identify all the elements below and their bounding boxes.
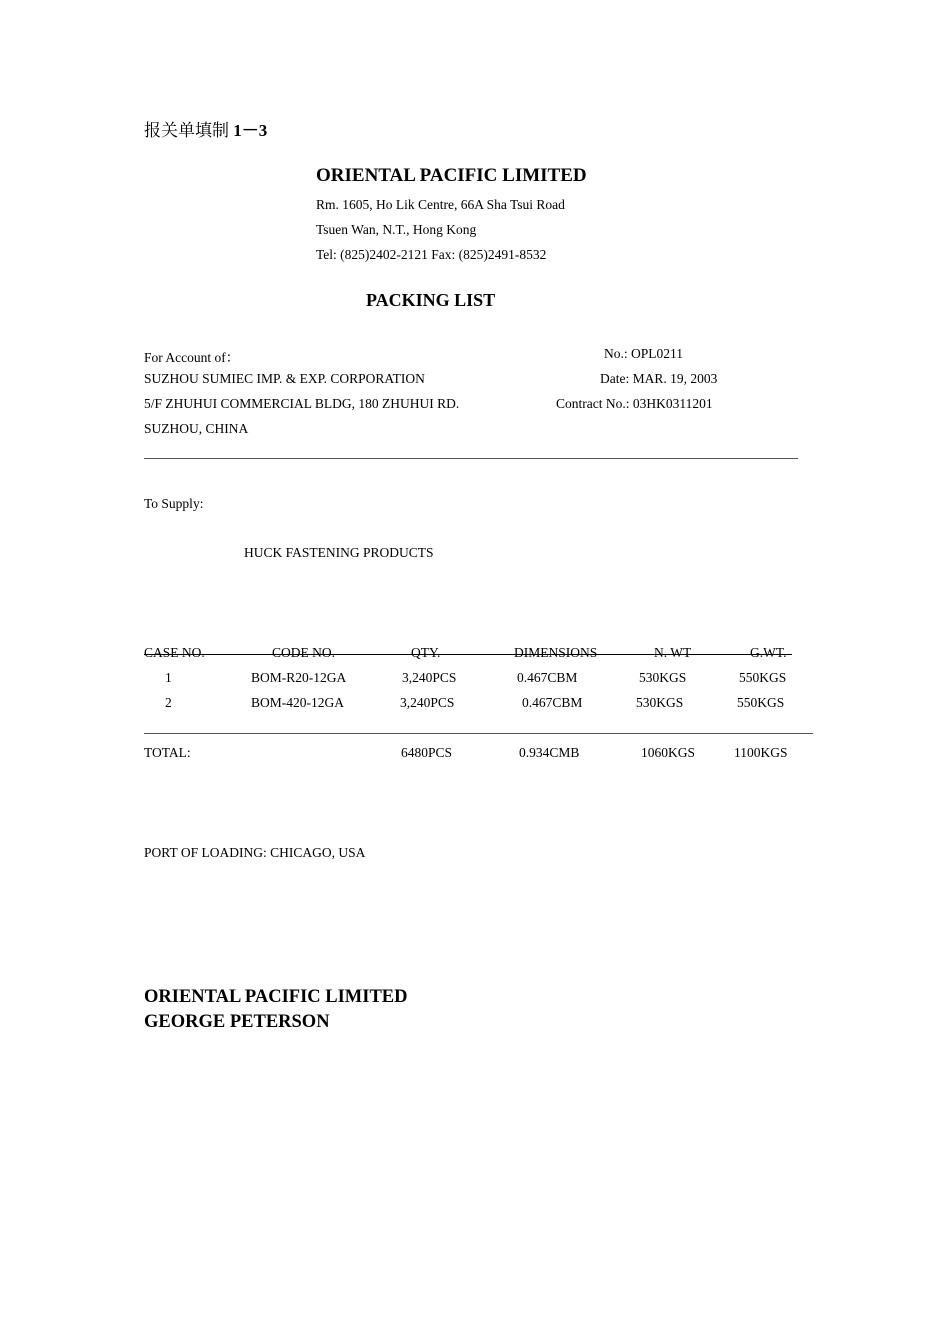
header-code-no: CODE NO. xyxy=(272,645,335,660)
total-gross-weight: 1100KGS xyxy=(734,745,788,760)
contract-number: Contract No.: 03HK0311201 xyxy=(556,396,713,411)
company-address-line2: Tsuen Wan, N.T., Hong Kong xyxy=(316,222,477,237)
supply-product: HUCK FASTENING PRODUCTS xyxy=(244,545,434,560)
signature-person: GEORGE PETERSON xyxy=(144,1012,330,1032)
header-qty: QTY. xyxy=(411,645,441,660)
company-address-line1: Rm. 1605, Ho Lik Centre, 66A Sha Tsui Road xyxy=(316,197,565,212)
row-dimensions: 0.467CBM xyxy=(522,695,583,710)
heading-cn: 报关单填制 xyxy=(144,121,229,140)
total-dimensions: 0.934CMB xyxy=(519,745,580,760)
company-tel-fax: Tel: (825)2402-2121 Fax: (825)2491-8532 xyxy=(316,247,547,262)
divider-total xyxy=(144,733,813,734)
document-heading xyxy=(144,116,267,141)
row-dimensions: 0.467CBM xyxy=(517,670,578,685)
supply-label: To Supply: xyxy=(144,496,204,511)
header-case-no: CASE NO. xyxy=(144,645,205,660)
heading-number: 1－3 xyxy=(233,121,268,140)
account-name: SUZHOU SUMIEC IMP. & EXP. CORPORATION xyxy=(144,371,425,386)
row-gross-weight: 550KGS xyxy=(737,695,785,710)
row-net-weight: 530KGS xyxy=(636,695,684,710)
row-code-no: BOM-R20-12GA xyxy=(251,670,347,685)
row-net-weight: 530KGS xyxy=(639,670,687,685)
row-case-no: 1 xyxy=(165,670,172,685)
total-label: TOTAL: xyxy=(144,745,191,760)
company-name: ORIENTAL PACIFIC LIMITED xyxy=(316,165,587,186)
account-label: For Account of： xyxy=(144,350,240,365)
port-of-loading: PORT OF LOADING: CHICAGO, USA xyxy=(144,845,366,860)
row-qty: 3,240PCS xyxy=(400,695,455,710)
signature-company: ORIENTAL PACIFIC LIMITED xyxy=(144,987,408,1007)
row-case-no: 2 xyxy=(165,695,172,710)
account-city: SUZHOU, CHINA xyxy=(144,421,249,436)
header-dimensions: DIMENSIONS xyxy=(514,645,598,660)
header-gross-weight: G.WT. xyxy=(750,645,787,660)
document-number: No.: OPL0211 xyxy=(604,346,684,361)
account-address: 5/F ZHUHUI COMMERCIAL BLDG, 180 ZHUHUI RD. xyxy=(144,396,460,411)
divider-top xyxy=(144,458,798,459)
header-net-weight: N. WT xyxy=(654,645,692,660)
total-qty: 6480PCS xyxy=(401,745,453,760)
total-net-weight: 1060KGS xyxy=(641,745,696,760)
header-strike-line xyxy=(144,654,792,655)
row-qty: 3,240PCS xyxy=(402,670,457,685)
document-date: Date: MAR. 19, 2003 xyxy=(600,371,718,386)
document-title: PACKING LIST xyxy=(366,290,496,310)
row-code-no: BOM-420-12GA xyxy=(251,695,344,710)
row-gross-weight: 550KGS xyxy=(739,670,787,685)
